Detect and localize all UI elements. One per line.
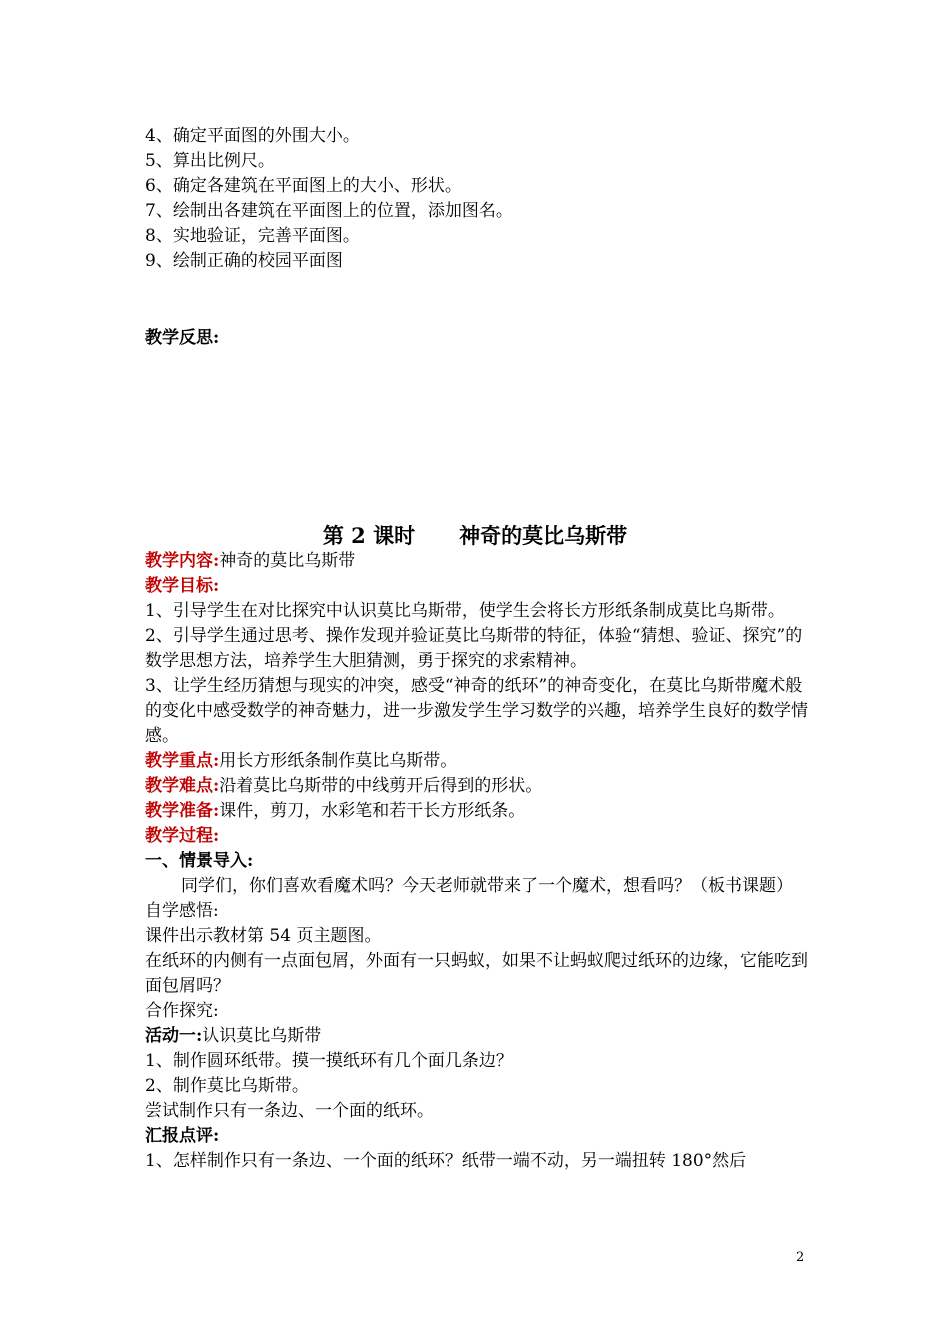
preparation-label: 教学准备: — [145, 801, 220, 821]
activity-text: 认识莫比乌斯带 — [202, 1026, 322, 1046]
coop-label: 合作探究: — [145, 1001, 219, 1021]
list-item: 2、制作莫比乌斯带。 — [145, 1076, 309, 1096]
process-heading: 教学过程: — [145, 826, 220, 846]
difficulty-text: 沿着莫比乌斯带的中线剪开后得到的形状。 — [219, 776, 543, 796]
goal-item: 3、让学生经历猜想与现实的冲突，感受“神奇的纸环”的神奇变化，在莫比乌斯带魔术般的变化中感受数学的神奇魅力，进一步激发学生学习数学的兴趣，培养学生良好的数学情感。 — [145, 676, 808, 746]
courseware-text: 课件出示教材第 54 页主题图。 — [145, 926, 382, 946]
goal-item: 2、引导学生通过思考、操作发现并验证莫比乌斯带的特征，体验“猜想、验证、探究”的数学思想方法，培养学生大胆猜测，勇于探究的求索精神。 — [145, 626, 803, 671]
reflection-heading: 教学反思: — [145, 328, 220, 348]
section-heading: 一、情景导入: — [145, 851, 254, 871]
content-text: 神奇的莫比乌斯带 — [219, 551, 356, 571]
list-item: 8、实地验证，完善平面图。 — [145, 226, 360, 246]
list-item: 1、制作圆环纸带。摸一摸纸环有几个面几条边？ — [145, 1051, 513, 1071]
page-number: 2 — [796, 1250, 805, 1265]
preparation-row — [145, 799, 815, 824]
list-item: 7、绘制出各建筑在平面图上的位置，添加图名。 — [145, 201, 513, 221]
top-steps-list — [145, 124, 815, 274]
report-text: 1、怎样制作只有一条边、一个面的纸环？纸带一端不动，另一端扭转 180°然后 — [145, 1151, 747, 1171]
self-study-label: 自学感悟: — [145, 901, 219, 921]
list-item: 4、确定平面图的外围大小。 — [145, 126, 360, 146]
list-item: 5、算出比例尺。 — [145, 151, 275, 171]
list-item: 6、确定各建筑在平面图上的大小、形状。 — [145, 176, 462, 196]
key-point-text: 用长方形纸条制作莫比乌斯带。 — [219, 751, 458, 771]
difficulty-row — [145, 774, 815, 799]
key-point-label: 教学重点: — [145, 751, 220, 771]
question-paragraph: 在纸环的内侧有一点面包屑，外面有一只蚂蚁，如果不让蚂蚁爬过纸环的边缘，它能吃到面包屑吗？ — [145, 951, 808, 996]
preparation-text: 课件，剪刀，水彩笔和若干长方形纸条。 — [219, 801, 526, 821]
goal-item: 1、引导学生在对比探究中认识莫比乌斯带，使学生会将长方形纸条制成莫比乌斯带。 — [145, 601, 785, 621]
difficulty-label: 教学难点: — [145, 776, 220, 796]
list-item: 尝试制作只有一条边、一个面的纸环。 — [145, 1101, 434, 1121]
lesson-name: 神奇的莫比乌斯带 — [459, 523, 628, 548]
lesson-number: 第 2 课时 — [322, 523, 416, 548]
activity-label: 活动一: — [145, 1026, 203, 1046]
lesson-title — [0, 522, 950, 550]
content-label: 教学内容: — [145, 551, 220, 571]
report-heading: 汇报点评: — [145, 1126, 220, 1146]
goals-heading: 教学目标: — [145, 576, 220, 596]
content-row — [145, 549, 815, 574]
activity-row — [145, 1024, 815, 1049]
intro-paragraph: 同学们，你们喜欢看魔术吗？今天老师就带来了一个魔术，想看吗？（板书课题） — [181, 876, 793, 896]
lesson-body — [145, 549, 815, 1174]
key-point-row — [145, 749, 815, 774]
list-item: 9、绘制正确的校园平面图 — [145, 251, 343, 271]
